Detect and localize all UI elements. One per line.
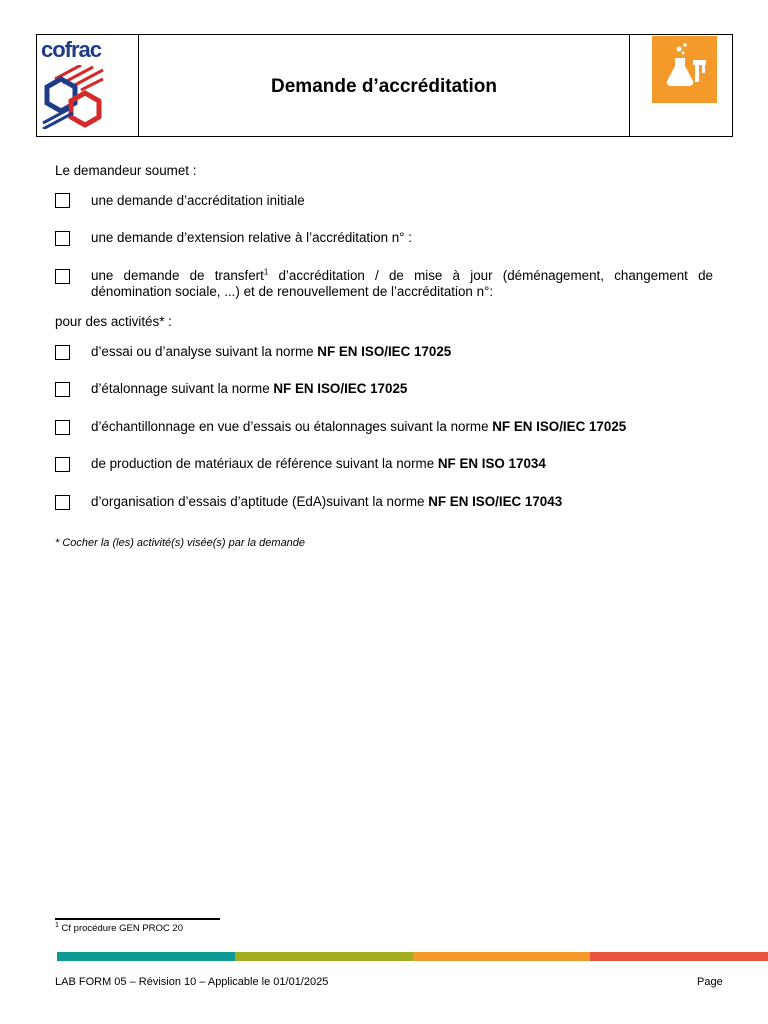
page-title: Demande d’accréditation [271,75,497,97]
request-extension-label: une demande d’extension relative à l’accréditation n° : [91,230,412,245]
logo-cell [37,35,139,136]
request-initial-label: une demande d’accréditation initiale [91,193,305,208]
activity-materiaux-label: de production de matériaux de référence suivant la norme NF EN ISO 17034 [91,456,546,471]
activity-etalonnage-label: d’étalonnage suivant la norme NF EN ISO/IEC 17025 [91,381,408,396]
cofrac-logo-text: cofrac [41,37,102,62]
color-bar-segment [57,952,235,961]
request-extension-checkbox[interactable] [55,231,70,246]
color-bar-segment [590,952,768,961]
activity-essai-checkbox[interactable] [55,345,70,360]
footnote-ref: 1 [263,267,269,277]
header-table [36,34,733,137]
activity-materiaux-checkbox[interactable] [55,457,70,472]
laboratory-icon [652,36,717,103]
color-bar-segment [413,952,591,961]
intro-text: Le demandeur soumet : [55,163,197,178]
activities-note: * Cocher la (les) activité(s) visée(s) par la demande [55,537,306,549]
activities-label: pour des activités* : [55,314,172,329]
footnote-separator [55,918,220,920]
request-transfer-checkbox[interactable] [55,269,70,284]
activity-eda-checkbox[interactable] [55,495,70,510]
color-bar [57,952,768,961]
activity-echantillonnage-label: d’échantillonnage en vue d’essais ou étalonnages suivant la norme NF EN ISO/IEC 17025 [91,419,627,434]
request-transfer-line2: dénomination sociale, ...) et de renouvellement de l’accréditation n°: [91,284,494,299]
request-transfer-line1: une demande de transfert$^1$ d’accréditation / de mise à jour (déménagement, changement de [91,267,713,283]
icon-cell [629,35,732,136]
cofrac-logo-icon [41,65,105,129]
activity-essai-label: d’essai ou d’analyse suivant la norme NF EN ISO/IEC 17025 [91,344,452,359]
activity-echantillonnage-checkbox[interactable] [55,420,70,435]
activity-etalonnage-checkbox[interactable] [55,382,70,397]
footer-document-ref: LAB FORM 05 – Révision 10 – Applicable le 01/01/2025 [55,976,329,988]
activity-eda-label: d’organisation d’essais d’aptitude (EdA)suivant la norme NF EN ISO/IEC 17043 [91,494,563,509]
color-bar-segment [235,952,413,961]
footer-page-label: Page [697,976,723,988]
request-initial-checkbox[interactable] [55,193,70,208]
footnote: $^1$ Cf procédure GEN PROC 20 [55,921,183,934]
